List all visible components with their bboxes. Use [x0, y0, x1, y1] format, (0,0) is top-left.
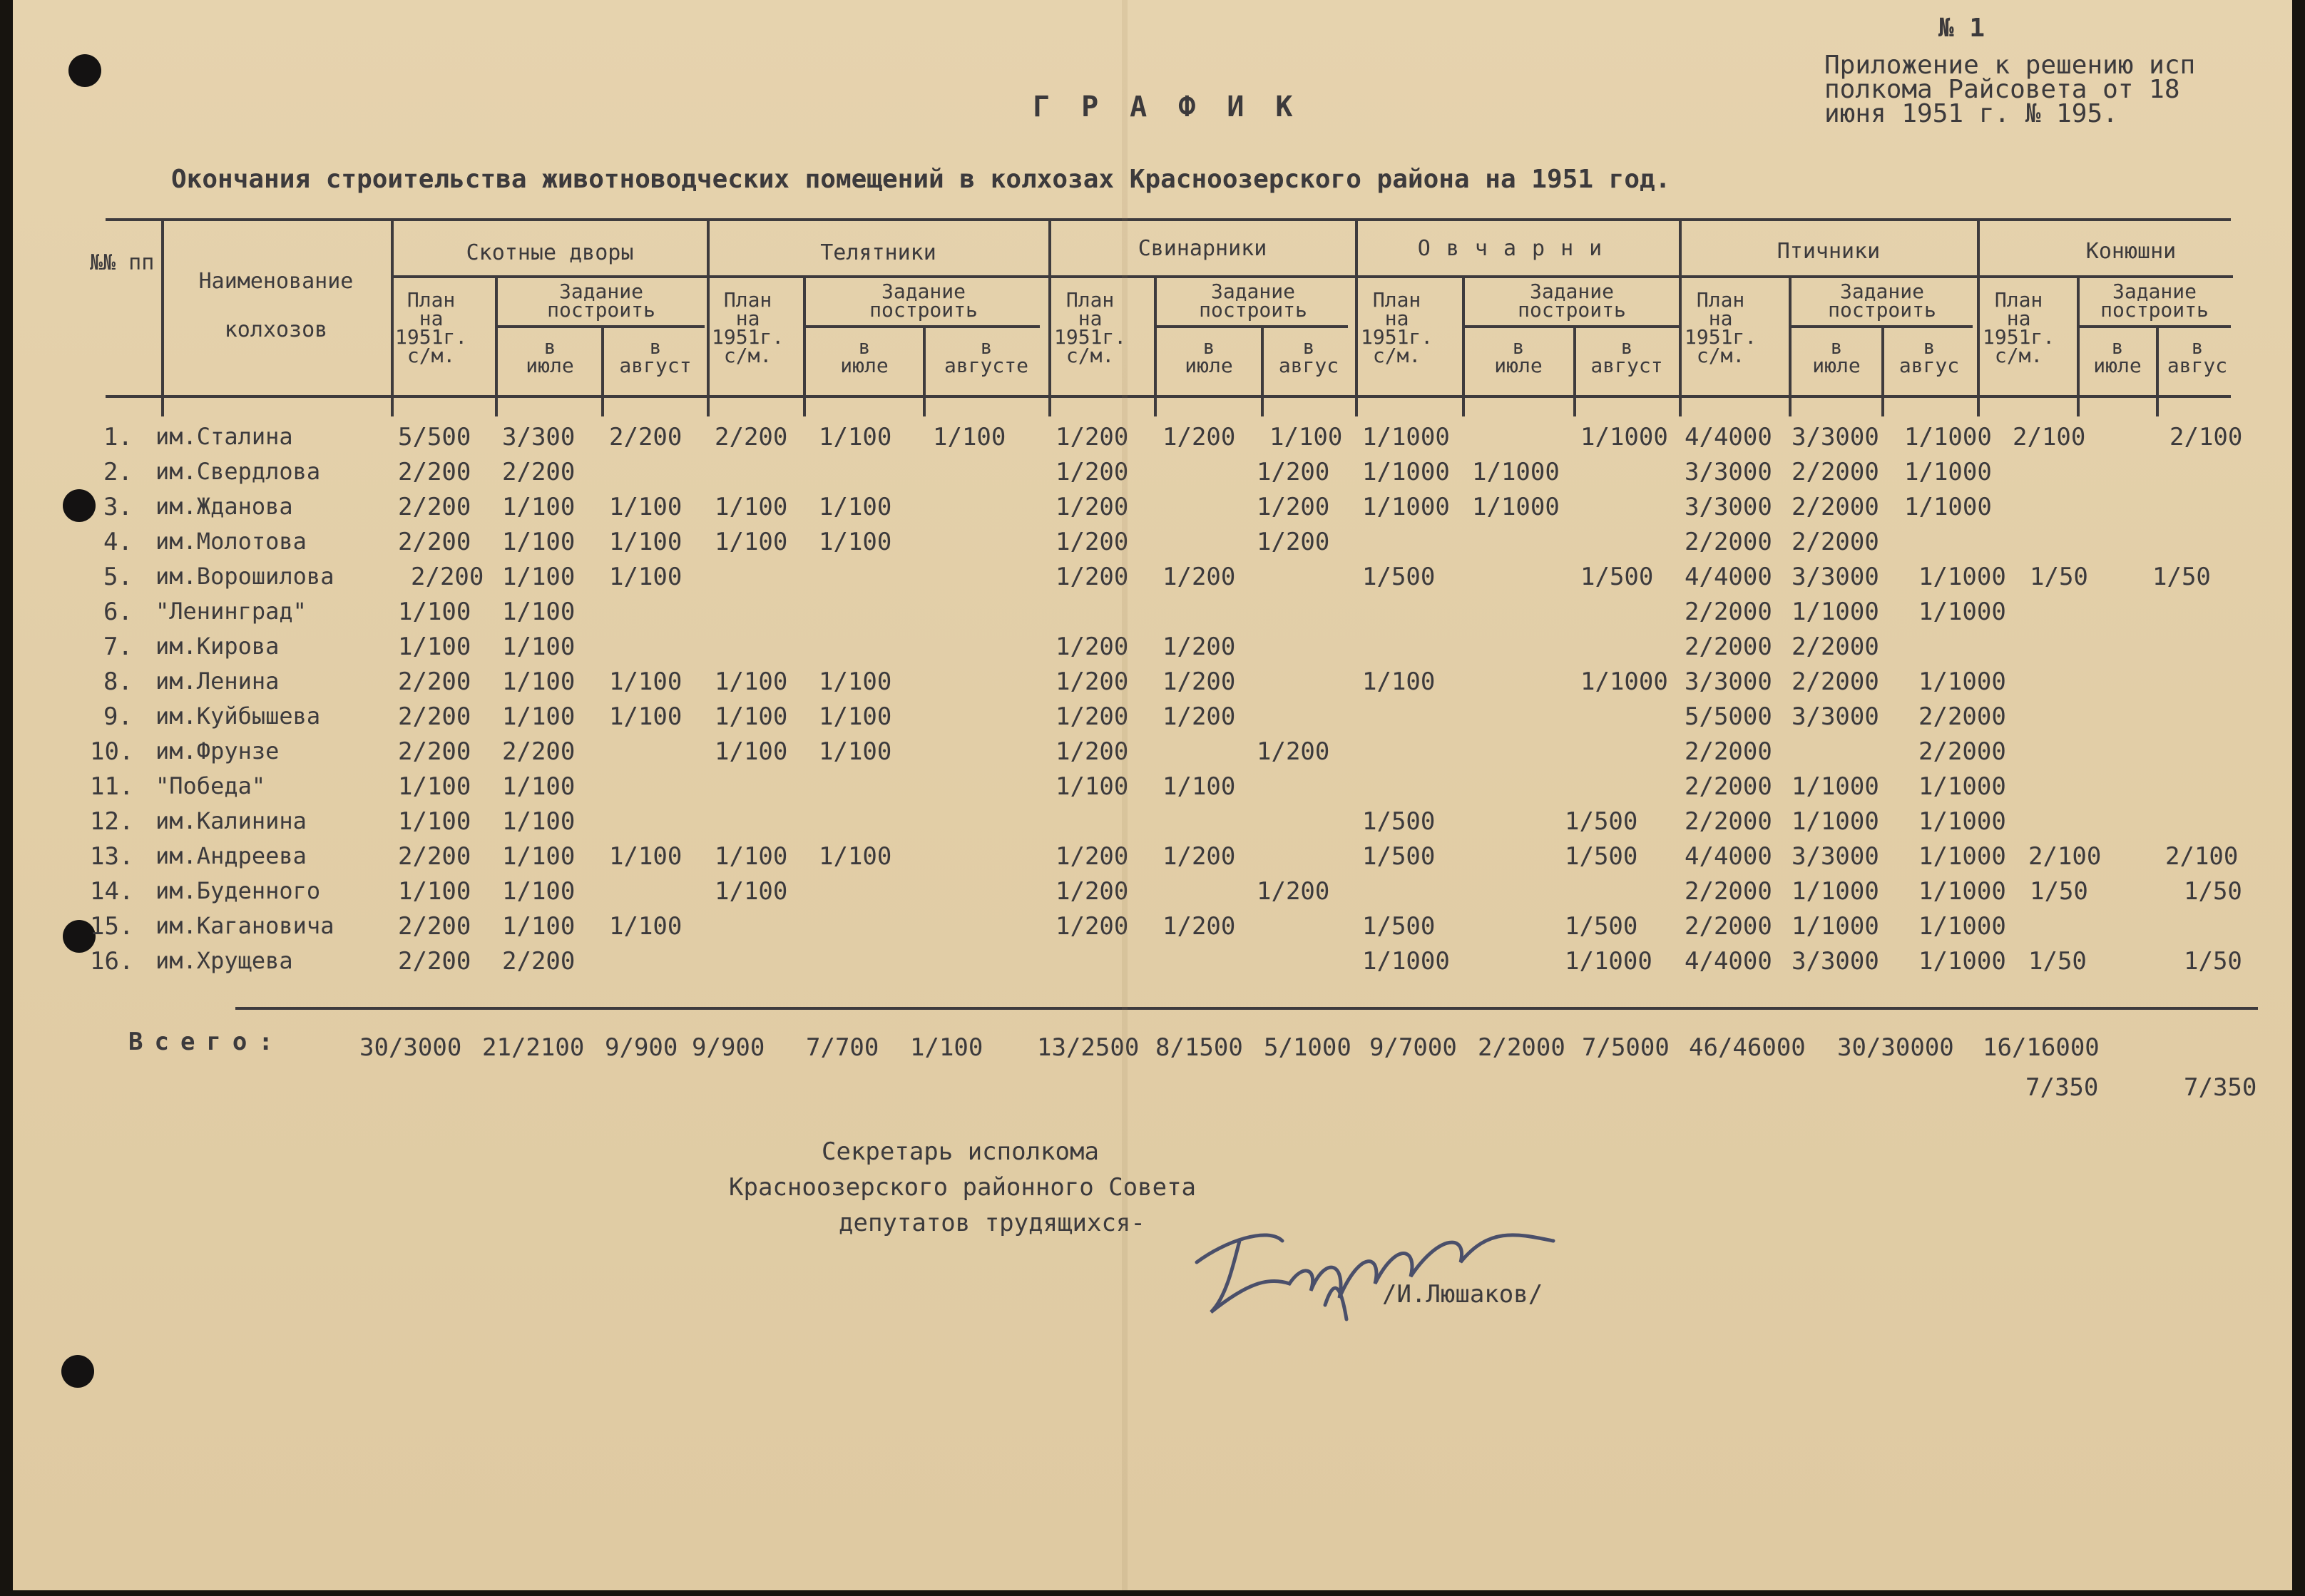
table-cell: 3/300 [502, 423, 576, 451]
table-cell: 1/1000 [1918, 563, 2006, 591]
table-cell: 1/200 [1162, 912, 1236, 941]
annotation-line: полкома Райсовета от 18 [1824, 75, 2180, 104]
annotation-line: июня 1951 г. № 195. [1824, 99, 2118, 128]
table-cell: 1/500 [1565, 807, 1638, 836]
table-cell: 1/100 [1269, 423, 1343, 451]
table-cell: 1/200 [1056, 528, 1129, 556]
sub-header-month: в август [619, 335, 692, 377]
table-rule [1465, 325, 1679, 328]
table-cell: 1/50 [2028, 947, 2087, 976]
table-cell: 2/200 [398, 842, 471, 871]
table-cell: 2/200 [398, 528, 471, 556]
sub-header-task: Задание построить [547, 280, 655, 322]
table-rule [393, 275, 2233, 278]
table-cell: 3/3000 [1792, 563, 1879, 591]
sub-header-plan: План на 1951г. с/м. [395, 288, 468, 367]
table-cell: 1/1000 [1362, 493, 1450, 521]
table-rule [235, 1007, 2258, 1010]
table-cell: 2/200 [411, 563, 484, 591]
table-rule [161, 218, 164, 416]
table-cell: 1/1000 [1472, 493, 1560, 521]
table-cell: 1/100 [398, 877, 471, 906]
table-cell: 3/3000 [1792, 947, 1879, 976]
sub-header-month: в июле [840, 335, 889, 377]
table-cell: 1/1000 [1918, 772, 2006, 801]
table-cell: 1/100 [502, 563, 576, 591]
row-number: 16. [90, 947, 134, 976]
table-cell: 5/500 [398, 423, 471, 451]
kolkhoz-name: им.Андреева [155, 842, 307, 869]
table-cell: 1/1000 [1904, 458, 1992, 486]
table-cell: 1/100 [715, 842, 788, 871]
table-cell: 1/1000 [1918, 912, 2006, 941]
table-cell: 1/100 [715, 493, 788, 521]
table-cell: 1/200 [1056, 842, 1129, 871]
document-page [13, 0, 2292, 1590]
table-cell: 2/100 [2028, 842, 2102, 871]
table-cell: 2/2000 [1918, 737, 2006, 766]
punch-hole [68, 54, 101, 87]
sub-header-task: Задание построить [1518, 280, 1626, 322]
table-cell: 2/200 [609, 423, 683, 451]
table-cell: 2/200 [398, 702, 471, 731]
table-cell: 2/200 [502, 737, 576, 766]
table-cell: 1/100 [502, 877, 576, 906]
group-header: Скотные дворы [466, 240, 634, 265]
row-number: 8. [103, 667, 133, 696]
table-cell: 1/100 [502, 667, 576, 696]
table-cell: 2/2000 [1685, 772, 1772, 801]
table-cell: 1/50 [2030, 563, 2088, 591]
sub-header-month: в авгус [2167, 335, 2228, 377]
table-cell: 1/500 [1565, 912, 1638, 941]
row-number: 6. [103, 598, 133, 626]
table-cell: 1/200 [1162, 842, 1236, 871]
table-cell: 1/1000 [1362, 423, 1450, 451]
document-number: № 1 [1938, 14, 1985, 43]
table-cell: 2/200 [398, 737, 471, 766]
table-cell: 1/100 [1162, 772, 1236, 801]
table-cell: 1/500 [1362, 807, 1436, 836]
sub-header-month: в авгус [1898, 335, 1960, 377]
kolkhoz-name: им.Сталина [155, 423, 293, 450]
total-cell: 5/1000 [1264, 1033, 1351, 1062]
table-cell: 1/200 [1056, 493, 1129, 521]
table-cell: 1/1000 [1904, 423, 1992, 451]
table-cell: 2/200 [398, 947, 471, 976]
kolkhoz-name: им.Ворошилова [155, 563, 334, 590]
group-header: Свинарники [1138, 236, 1267, 261]
table-cell: 1/100 [819, 528, 892, 556]
sub-header-task: Задание построить [1828, 280, 1936, 322]
total-cell: 30/30000 [1837, 1033, 1954, 1062]
table-cell: 1/50 [2152, 563, 2211, 591]
document-title: ГРАФИК [1033, 91, 1324, 123]
signature-title: Секретарь исполкома [822, 1137, 1099, 1166]
table-cell: 1/1000 [1565, 947, 1652, 976]
table-cell: 2/2000 [1792, 528, 1879, 556]
table-cell: 1/200 [1056, 423, 1129, 451]
table-cell: 3/3000 [1792, 842, 1879, 871]
kolkhoz-name: им.Жданова [155, 493, 293, 520]
table-cell: 1/100 [715, 702, 788, 731]
table-cell: 1/1000 [1792, 877, 1879, 906]
table-cell: 2/2000 [1685, 633, 1772, 661]
sub-header-task: Задание построить [2100, 280, 2209, 322]
table-cell: 2/2000 [1685, 598, 1772, 626]
table-cell: 1/500 [1362, 842, 1436, 871]
table-cell: 1/200 [1056, 737, 1129, 766]
signature-title: депутатов трудящихся- [839, 1209, 1145, 1237]
table-cell: 1/100 [502, 633, 576, 661]
table-cell: 1/100 [715, 667, 788, 696]
table-rule [2077, 325, 2231, 328]
table-cell: 3/3000 [1792, 423, 1879, 451]
table-cell: 1/100 [502, 528, 576, 556]
table-cell: 1/100 [398, 598, 471, 626]
table-cell: 1/200 [1056, 633, 1129, 661]
table-cell: 1/200 [1162, 423, 1236, 451]
sub-header-plan: План на 1951г. с/м. [1361, 288, 1433, 367]
table-cell: 1/500 [1362, 912, 1436, 941]
table-cell: 1/200 [1056, 667, 1129, 696]
table-cell: 1/100 [609, 667, 683, 696]
table-cell: 1/100 [502, 912, 576, 941]
table-cell: 1/100 [819, 842, 892, 871]
table-cell: 1/200 [1162, 667, 1236, 696]
sub-header-month: в августе [944, 335, 1028, 377]
row-number: 9. [103, 702, 133, 731]
sub-header-plan: План на 1951г. с/м. [1054, 288, 1127, 367]
table-rule [804, 325, 1040, 328]
row-number: 10. [90, 737, 134, 766]
table-cell: 1/500 [1580, 563, 1654, 591]
table-cell: 1/100 [715, 877, 788, 906]
sub-header-plan: План на 1951г. с/м. [712, 288, 784, 367]
table-cell: 4/4000 [1685, 423, 1772, 451]
table-cell: 1/100 [502, 702, 576, 731]
table-cell: 1/100 [1362, 667, 1436, 696]
annotation-line: Приложение к решению исп [1824, 51, 2196, 80]
sub-header-task: Задание построить [869, 280, 978, 322]
kolkhoz-name: им.Ленина [155, 667, 280, 695]
total-cell: 1/100 [910, 1033, 983, 1062]
total-label: Всего: [128, 1028, 285, 1056]
table-cell: 1/200 [1257, 458, 1330, 486]
table-cell: 1/1000 [1918, 598, 2006, 626]
table-cell: 1/100 [609, 842, 683, 871]
kolkhoz-name: им.Буденного [155, 877, 321, 904]
table-cell: 1/200 [1257, 528, 1330, 556]
row-number: 7. [103, 633, 133, 661]
table-cell: 1/200 [1056, 563, 1129, 591]
table-cell: 1/100 [502, 842, 576, 871]
total-cell: 8/1500 [1155, 1033, 1243, 1062]
table-cell: 1/200 [1056, 702, 1129, 731]
punch-hole [61, 1355, 94, 1388]
total-cell: 30/3000 [359, 1033, 462, 1062]
table-cell: 3/3000 [1792, 702, 1879, 731]
table-rule [1155, 325, 1348, 328]
table-cell: 1/200 [1056, 912, 1129, 941]
table-cell: 2/2000 [1792, 458, 1879, 486]
kolkhoz-name: им.Куйбышева [155, 702, 321, 730]
row-number: 12. [90, 807, 134, 836]
group-header: Телятники [820, 240, 936, 265]
table-cell: 1/1000 [1904, 493, 1992, 521]
table-cell: 3/3000 [1685, 458, 1772, 486]
group-header: Овчарни [1417, 236, 1618, 261]
table-cell: 1/100 [609, 493, 683, 521]
table-cell: 1/1000 [1918, 807, 2006, 836]
table-cell: 2/2000 [1685, 528, 1772, 556]
signatory-name: /И.Люшаков/ [1382, 1280, 1543, 1309]
table-cell: 1/200 [1162, 563, 1236, 591]
table-cell: 1/100 [502, 598, 576, 626]
row-number: 3. [103, 493, 133, 521]
table-cell: 1/200 [1162, 633, 1236, 661]
table-cell: 1/1000 [1362, 947, 1450, 976]
table-cell: 1/1000 [1792, 912, 1879, 941]
table-cell: 1/200 [1056, 877, 1129, 906]
kolkhoz-name: им.Хрущева [155, 947, 293, 974]
table-cell: 1/1000 [1362, 458, 1450, 486]
table-cell: 1/100 [502, 772, 576, 801]
table-cell: 1/1000 [1792, 772, 1879, 801]
table-cell: 1/500 [1565, 842, 1638, 871]
total-cell: 2/2000 [1478, 1033, 1565, 1062]
table-cell: 1/100 [819, 702, 892, 731]
table-cell: 1/200 [1257, 877, 1330, 906]
table-cell: 1/1000 [1918, 667, 2006, 696]
table-cell: 1/1000 [1918, 842, 2006, 871]
row-number: 13. [90, 842, 134, 871]
table-cell: 3/3000 [1685, 667, 1772, 696]
table-cell: 1/50 [2184, 947, 2242, 976]
col-header-number: №№ пп [90, 250, 155, 275]
table-cell: 2/2000 [1918, 702, 2006, 731]
table-cell: 1/100 [715, 737, 788, 766]
sub-header-task: Задание построить [1199, 280, 1307, 322]
table-cell: 1/100 [715, 528, 788, 556]
table-cell: 1/100 [609, 528, 683, 556]
table-cell: 2/2000 [1685, 737, 1772, 766]
sub-header-plan: План на 1951г. с/м. [1983, 288, 2055, 367]
row-number: 15. [90, 912, 134, 941]
kolkhoz-name: им.Кагановича [155, 912, 334, 939]
table-cell: 1/200 [1257, 737, 1330, 766]
table-cell: 2/2000 [1792, 633, 1879, 661]
total-cell: 46/46000 [1689, 1033, 1806, 1062]
table-rule [106, 218, 2231, 221]
col-header-name: колхозов [224, 317, 328, 342]
total-cell: 16/16000 [1983, 1033, 2100, 1062]
total-cell: 9/7000 [1369, 1033, 1457, 1062]
sub-header-month: в июле [526, 335, 574, 377]
table-cell: 2/2000 [1685, 912, 1772, 941]
table-cell: 2/2000 [1792, 667, 1879, 696]
row-number: 4. [103, 528, 133, 556]
total-cell: 7/700 [806, 1033, 879, 1062]
kolkhoz-name: им.Калинина [155, 807, 307, 834]
group-header: Конюшни [2085, 239, 2177, 264]
sub-header-month: в июле [1812, 335, 1861, 377]
table-cell: 2/200 [398, 458, 471, 486]
table-cell: 2/200 [398, 912, 471, 941]
table-rule [106, 395, 2231, 398]
sub-header-month: в июле [1185, 335, 1233, 377]
table-cell: 1/500 [1362, 563, 1436, 591]
table-cell: 4/4000 [1685, 563, 1772, 591]
table-cell: 2/200 [398, 493, 471, 521]
signature-title: Красноозерского районного Совета [729, 1173, 1197, 1202]
table-cell: 2/200 [502, 947, 576, 976]
table-cell: 1/1000 [1792, 598, 1879, 626]
table-cell: 2/100 [2013, 423, 2086, 451]
table-cell: 1/100 [609, 912, 683, 941]
table-cell: 1/1000 [1580, 667, 1668, 696]
table-cell: 1/100 [398, 772, 471, 801]
kolkhoz-name: "Победа" [155, 772, 266, 799]
table-cell: 1/100 [819, 423, 892, 451]
table-cell: 1/100 [398, 633, 471, 661]
sub-header-month: в июле [2093, 335, 2142, 377]
kolkhoz-name: им.Свердлова [155, 458, 321, 485]
table-cell: 1/100 [1056, 772, 1129, 801]
table-cell: 2/200 [715, 423, 788, 451]
kolkhoz-name: "Ленинград" [155, 598, 307, 625]
row-number: 14. [90, 877, 134, 906]
table-cell: 2/2000 [1685, 807, 1772, 836]
sub-header-month: в август [1590, 335, 1663, 377]
table-cell: 5/5000 [1685, 702, 1772, 731]
sub-header-plan: План на 1951г. с/м. [1685, 288, 1757, 367]
kolkhoz-name: им.Фрунзе [155, 737, 280, 764]
table-cell: 1/100 [933, 423, 1006, 451]
table-cell: 1/200 [1162, 702, 1236, 731]
sub-header-month: в июле [1494, 335, 1543, 377]
table-cell: 2/100 [2169, 423, 2243, 451]
table-cell: 1/50 [2184, 877, 2242, 906]
table-cell: 1/1000 [1792, 807, 1879, 836]
table-cell: 1/100 [502, 807, 576, 836]
table-cell: 4/4000 [1685, 842, 1772, 871]
table-cell: 1/100 [609, 563, 683, 591]
group-header: Птичники [1777, 239, 1881, 264]
table-cell: 1/100 [398, 807, 471, 836]
row-number: 11. [90, 772, 134, 801]
row-number: 2. [103, 458, 133, 486]
table-cell: 1/100 [609, 702, 683, 731]
table-cell: 1/100 [819, 737, 892, 766]
table-cell: 2/200 [398, 667, 471, 696]
total-cell: 7/5000 [1582, 1033, 1670, 1062]
table-cell: 1/50 [2030, 877, 2088, 906]
kolkhoz-name: им.Молотова [155, 528, 307, 555]
table-cell: 1/200 [1257, 493, 1330, 521]
total-cell: 7/350 [2025, 1073, 2099, 1102]
col-header-name: Наименование [198, 269, 354, 294]
table-cell: 1/1000 [1918, 947, 2006, 976]
table-cell: 2/2000 [1792, 493, 1879, 521]
table-cell: 1/200 [1056, 458, 1129, 486]
sub-header-month: в авгус [1278, 335, 1339, 377]
document-subtitle: Окончания строительства животноводческих помещений в колхозах Красноозерского района на 1951 год. [171, 165, 1671, 194]
table-cell: 1/1000 [1472, 458, 1560, 486]
table-cell: 1/1000 [1580, 423, 1668, 451]
table-cell: 1/1000 [1918, 877, 2006, 906]
table-cell: 1/100 [819, 667, 892, 696]
table-cell: 2/2000 [1685, 877, 1772, 906]
total-cell: 9/900 [605, 1033, 678, 1062]
row-number: 1. [103, 423, 133, 451]
table-cell: 1/100 [819, 493, 892, 521]
total-cell: 13/2500 [1037, 1033, 1140, 1062]
table-cell: 1/100 [502, 493, 576, 521]
table-cell: 2/100 [2165, 842, 2239, 871]
table-cell: 3/3000 [1685, 493, 1772, 521]
total-cell: 7/350 [2184, 1073, 2257, 1102]
total-cell: 21/2100 [482, 1033, 585, 1062]
row-number: 5. [103, 563, 133, 591]
table-cell: 4/4000 [1685, 947, 1772, 976]
total-cell: 9/900 [692, 1033, 765, 1062]
kolkhoz-name: им.Кирова [155, 633, 280, 660]
table-cell: 2/200 [502, 458, 576, 486]
